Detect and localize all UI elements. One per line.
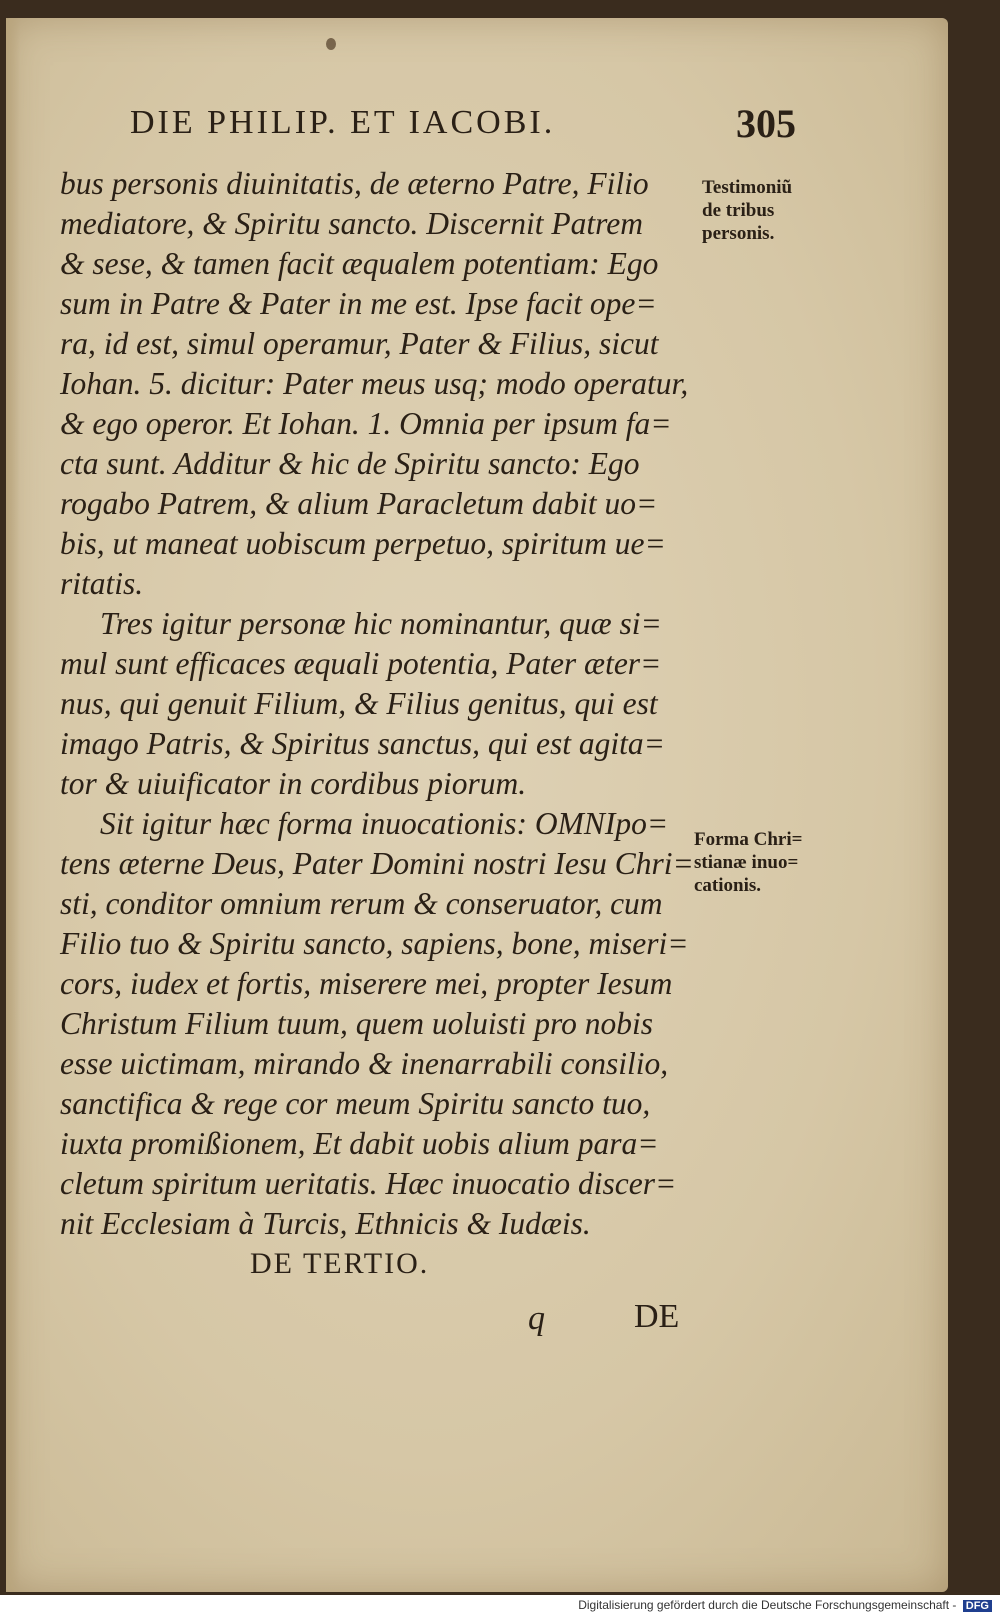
text-line: Filio tuo & Spiritu sancto, sapiens, bone, miseri= — [60, 926, 689, 961]
text-line: nus, qui genuit Filium, & Filius genitus, qui est — [60, 686, 658, 721]
text-line: iuxta promißionem, Et dabit uobis alium para= — [60, 1126, 659, 1161]
text-line: tor & uiuificator in cordibus piorum. — [60, 766, 527, 801]
text-line: cors, iudex et fortis, miserere mei, propter Iesum — [60, 966, 673, 1001]
text-line: tens æterne Deus, Pater Domini nostri Iesu Chri= — [60, 846, 694, 881]
text-line: mul sunt efficaces æquali potentia, Pater æter= — [60, 646, 662, 681]
marginal-note-testimony — [702, 176, 792, 245]
text-line: ritatis. — [60, 566, 144, 601]
signature-mark: q — [528, 1300, 545, 1337]
paragraph-start-line: Tres igitur personæ hic nominantur, quæ si= — [100, 606, 662, 641]
marginal-line: Forma Chri= — [694, 829, 803, 850]
dfg-logo: DFG — [963, 1600, 992, 1612]
marginal-note-forma — [694, 828, 802, 897]
ink-spot — [326, 38, 336, 50]
marginal-line: personis. — [702, 223, 775, 244]
text-line: Christum Filium tuum, quem uoluisti pro nobis — [60, 1006, 653, 1041]
text-line: sum in Patre & Pater in me est. Ipse facit ope= — [60, 286, 657, 321]
text-line: mediatore, & Spiritu sancto. Discernit Patrem — [60, 206, 643, 241]
marginal-line: stianæ inuo= — [694, 852, 799, 873]
body-text — [60, 164, 700, 1284]
catchword: DE — [634, 1298, 680, 1335]
text-line: rogabo Patrem, & alium Paracletum dabit uo= — [60, 486, 658, 521]
marginal-line: de tribus — [702, 200, 775, 221]
page-gutter-shadow — [6, 18, 20, 1592]
footer-credit — [578, 1598, 992, 1612]
page-number: 305 — [736, 101, 796, 146]
marginal-line: Testimoniũ — [702, 177, 793, 198]
footer-credit-text: Digitalisierung gefördert durch die Deutsche Forschungsgemeinschaft - — [578, 1598, 957, 1612]
book-page — [6, 18, 948, 1592]
text-line: sanctifica & rege cor meum Spiritu sancto tuo, — [60, 1086, 651, 1121]
running-head: DIE PHILIP. ET IACOBI. — [130, 104, 556, 141]
text-line: Iohan. 5. dicitur: Pater meus usq; modo operatur, — [60, 366, 689, 401]
text-line: esse uictimam, mirando & inenarrabili consilio, — [60, 1046, 669, 1081]
text-line: cta sunt. Additur & hic de Spiritu sancto: Ego — [60, 446, 640, 481]
text-line: & sese, & tamen facit æqualem potentiam: Ego — [60, 246, 659, 281]
text-line: bus personis diuinitatis, de æterno Patre, Filio — [60, 166, 649, 201]
text-line: nit Ecclesiam à Turcis, Ethnicis & Iudæis. — [60, 1206, 591, 1241]
section-title: DE TERTIO. — [250, 1247, 430, 1280]
text-line: bis, ut maneat uobiscum perpetuo, spiritum ue= — [60, 526, 666, 561]
marginal-line: cationis. — [694, 875, 762, 896]
text-line: sti, conditor omnium rerum & conseruator, cum — [60, 886, 663, 921]
text-line: ra, id est, simul operamur, Pater & Filius, sicut — [60, 326, 659, 361]
text-line: imago Patris, & Spiritus sanctus, qui est agita= — [60, 726, 665, 761]
text-line: & ego operor. Et Iohan. 1. Omnia per ipsum fa= — [60, 406, 672, 441]
text-line: cletum spiritum ueritatis. Hæc inuocatio discer= — [60, 1166, 677, 1201]
paragraph-start-line: Sit igitur hæc forma inuocationis: OMNIpo= — [100, 806, 669, 841]
